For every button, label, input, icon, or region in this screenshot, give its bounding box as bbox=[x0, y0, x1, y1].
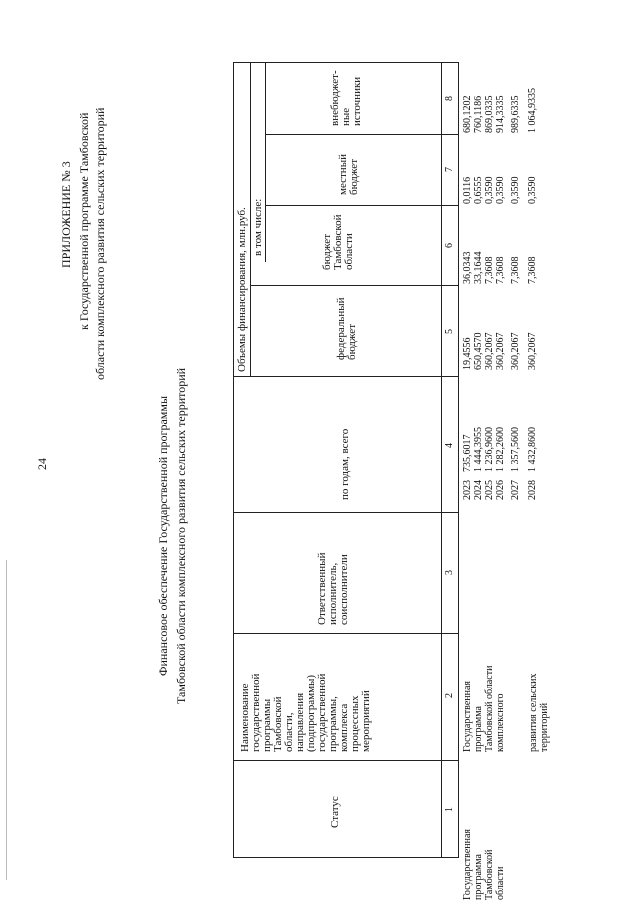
header-by-year: по годам, всего bbox=[339, 428, 351, 500]
cell-regional: 36,0343 bbox=[462, 251, 473, 284]
cell-local: 0,0116 bbox=[462, 176, 473, 204]
cell-federal: 360,2067 bbox=[484, 332, 495, 370]
cell-year: 2026 bbox=[495, 480, 506, 500]
cell-total: 1 282,2600 bbox=[495, 427, 506, 472]
appendix-line-1: к Государственной программе Тамбовской bbox=[77, 112, 91, 330]
header-including: в том числе: bbox=[252, 198, 264, 256]
cell-federal: 650,4570 bbox=[473, 332, 484, 370]
page-number: 24 bbox=[35, 458, 49, 470]
cell-federal: 360,2067 bbox=[527, 332, 538, 370]
status-cell: Государственная программа Тамбовской области bbox=[462, 828, 506, 900]
cell-extra: 869,0335 bbox=[484, 95, 495, 133]
cell-local: 0,3590 bbox=[495, 176, 506, 204]
cell-local: 0,3590 bbox=[484, 176, 495, 204]
cell-extra: 914,3335 bbox=[495, 95, 506, 133]
scan-edge-mark bbox=[6, 560, 7, 880]
cell-year: 2028 bbox=[527, 480, 538, 500]
cell-regional: 33,1644 bbox=[473, 251, 484, 284]
cell-year: 2024 bbox=[473, 480, 484, 500]
cell-extra: 1 064,9335 bbox=[527, 88, 538, 133]
cell-regional: 7,3608 bbox=[527, 256, 538, 284]
col-number-1: 1 bbox=[444, 807, 455, 812]
header-funding: Объемы финансирования, млн.руб. bbox=[236, 207, 248, 372]
cell-regional: 7,3608 bbox=[484, 256, 495, 284]
cell-year: 2025 bbox=[484, 480, 495, 500]
cell-total: 1 236,9600 bbox=[484, 427, 495, 472]
cell-extra: 760,1186 bbox=[473, 95, 484, 133]
header-extra: внебюджет- ные источники bbox=[329, 70, 363, 126]
col-number-5: 5 bbox=[444, 329, 455, 334]
col-number-8: 8 bbox=[444, 96, 455, 101]
cell-total: 1 357,5600 bbox=[510, 427, 521, 472]
cell-total: 1 444,3955 bbox=[473, 427, 484, 472]
cell-extra: 989,6335 bbox=[510, 95, 521, 133]
col-number-6: 6 bbox=[444, 243, 455, 248]
cell-year: 2023 bbox=[462, 480, 473, 500]
cell-federal: 360,2067 bbox=[495, 332, 506, 370]
appendix-title: ПРИЛОЖЕНИЕ № 3 bbox=[59, 161, 73, 268]
doc-title-line-1: Финансовое обеспечение Государственной программы bbox=[156, 395, 170, 676]
cell-federal: 360,2067 bbox=[510, 332, 521, 370]
cell-local: 0,3590 bbox=[527, 176, 538, 204]
col-number-3: 3 bbox=[444, 570, 455, 575]
appendix-line-2: области комплексного развития сельских территорий bbox=[93, 107, 107, 380]
cell-local: 0,6555 bbox=[473, 176, 484, 204]
col-number-2: 2 bbox=[444, 693, 455, 698]
header-responsible: Ответственный исполнитель, соисполнители bbox=[316, 552, 350, 625]
cell-year: 2027 bbox=[510, 480, 521, 500]
cell-regional: 7,3608 bbox=[495, 256, 506, 284]
header-status: Статус bbox=[329, 796, 341, 828]
cell-total: 1 432,8600 bbox=[527, 427, 538, 472]
cell-extra: 680,1202 bbox=[462, 95, 473, 133]
col-number-7: 7 bbox=[444, 167, 455, 172]
cell-regional: 7,3608 bbox=[510, 256, 521, 284]
header-federal: федеральный бюджет bbox=[335, 297, 358, 360]
cell-federal: 19,4556 bbox=[462, 337, 473, 370]
cell-total: 735,6017 bbox=[462, 434, 473, 472]
name-cell: Государственная программа Тамбовской области комплексного развития сельских территорий bbox=[462, 665, 550, 752]
cell-local: 0,3590 bbox=[510, 176, 521, 204]
header-regional: бюджет Тамбовской области bbox=[321, 214, 355, 270]
header-local: местный бюджет bbox=[337, 154, 360, 195]
doc-title-line-2: Тамбовской области комплексного развития сельских территорий bbox=[174, 367, 188, 704]
col-number-4: 4 bbox=[444, 443, 455, 448]
header-name: Наименование государственной программы Тамбовской области, направления (подпрограммы) государственной программы, комплекса процессных мероприятий bbox=[239, 673, 372, 752]
